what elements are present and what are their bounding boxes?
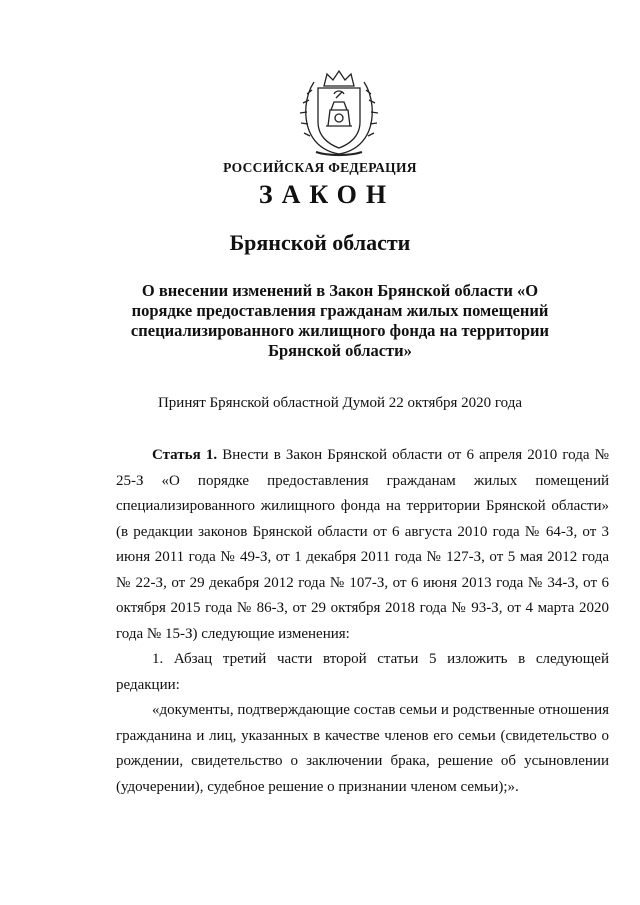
document-body [116, 443, 609, 800]
article-1-label: Статья 1. [152, 447, 218, 463]
document-type-heading: ЗАКОН [258, 180, 396, 209]
coat-of-arms-emblem [298, 66, 380, 160]
item-1-paragraph: 1. Абзац третий части второй статьи 5 изложить в следующей редакции: [116, 651, 609, 693]
country-heading: РОССИЙСКАЯ ФЕДЕРАЦИЯ [223, 160, 417, 175]
region-heading: Брянской области [229, 230, 411, 255]
law-title: О внесении изменений в Закон Брянской области «О порядке предоставления гражданам жилых помещений специализированного жилищного фонда на территории Брянской области» [130, 281, 550, 360]
adoption-line: Принят Брянской областной Думой 22 октября 2020 года [157, 395, 523, 411]
article-1-paragraph [116, 443, 609, 647]
quoted-amendment-paragraph: «документы, подтверждающие состав семьи и родственные отношения гражданина и лиц, указанных в качестве членов его семьи (свидетельство о рождении, свидетельство о заключении брака, решение об усыновлении (удочерении), судебное решение о признании членом семьи);». [116, 702, 609, 795]
article-1-text: Внести в Закон Брянской области от 6 апреля 2010 года № 25-З «О порядке предоставления гражданам жилых помещений специализированного жилищного фонда на территории Брянской области» (в редакции законов Брянской области от 6 августа 2010 года № 64-З, от 3 июня 2011 года № 49-З, от 1 декабря 2011 года № 127-З, от 5 мая 2012 года № 22-З, от 29 декабря 2012 года № 107-З, от 6 июня 2013 года № 34-З, от 6 октября 2015 года № 86-З, от 29 октября 2018 года № 93-З, от 4 марта 2020 года № 15-З) следующие изменения: [116, 447, 609, 642]
